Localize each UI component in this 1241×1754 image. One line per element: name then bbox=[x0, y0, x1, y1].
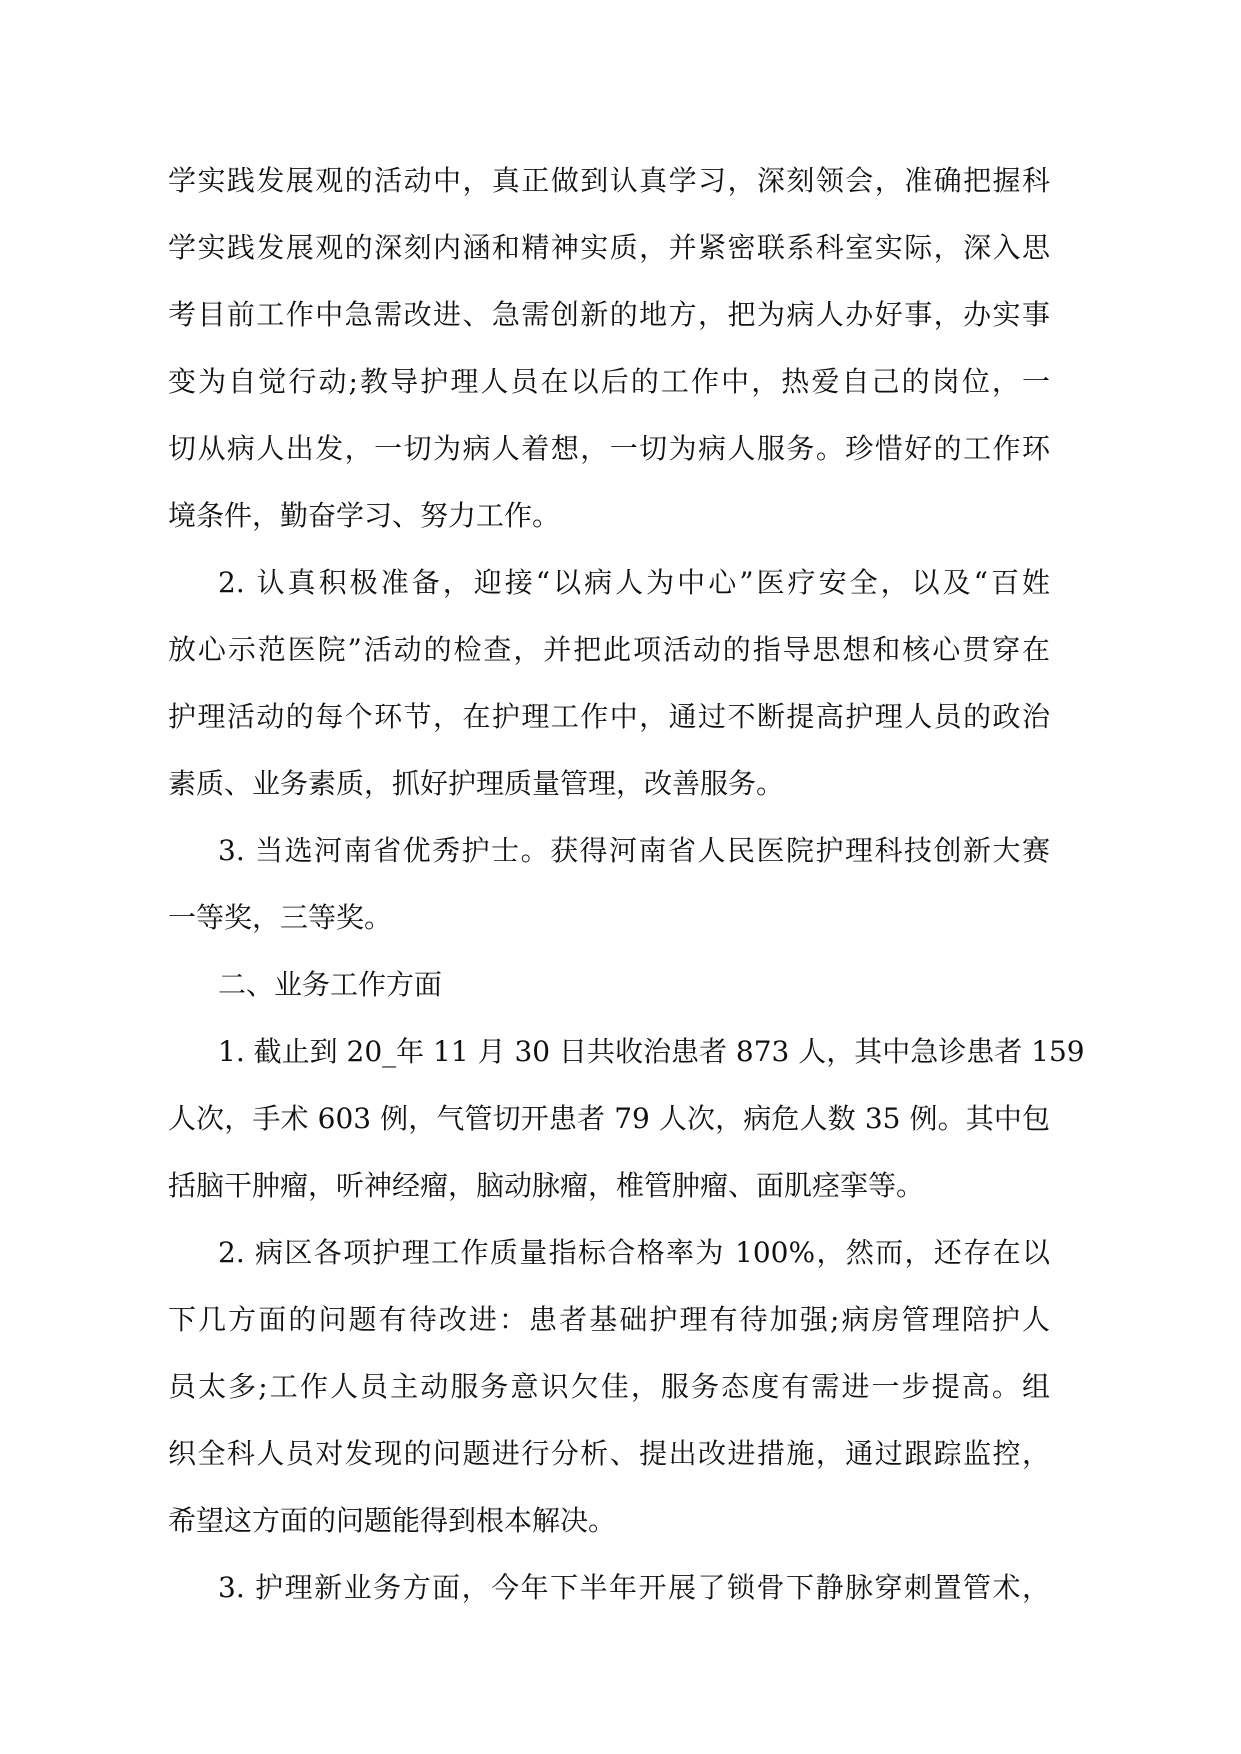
paragraph bbox=[168, 147, 1050, 549]
paragraph-line: 2. 病区各项护理工作质量指标合格率为 100%，然而，还存在以 bbox=[218, 1236, 1050, 1269]
paragraph-line: 变为自觉行动;教导护理人员在以后的工作中，热爱自己的岗位，一 bbox=[168, 365, 1050, 398]
document-body bbox=[168, 147, 1085, 1621]
paragraph-line: 括脑干肿瘤，听神经瘤，脑动脉瘤，椎管肿瘤、面肌痉挛等。 bbox=[168, 1169, 925, 1202]
paragraph-line: 切从病人出发，一切为病人着想，一切为病人服务。珍惜好的工作环 bbox=[168, 432, 1050, 465]
paragraph-line: 3. 护理新业务方面，今年下半年开展了锁骨下静脉穿刺置管术， bbox=[218, 1571, 1050, 1604]
paragraph-line: 下几方面的问题有待改进：患者基础护理有待加强;病房管理陪护人 bbox=[168, 1303, 1050, 1336]
section-heading bbox=[168, 951, 1050, 1018]
paragraph-line: 学实践发展观的深刻内涵和精神实质，并紧密联系科室实际，深入思 bbox=[168, 231, 1050, 264]
paragraph-line: 境条件，勤奋学习、努力工作。 bbox=[168, 499, 561, 532]
paragraph-line: 织全科人员对发现的问题进行分析、提出改进措施，通过跟踪监控， bbox=[168, 1437, 1050, 1470]
paragraph-line: 考目前工作中急需改进、急需创新的地方，把为病人办好事，办实事 bbox=[168, 298, 1050, 331]
section-heading-text: 二、业务工作方面 bbox=[218, 968, 443, 1001]
paragraph-line: 一等奖，三等奖。 bbox=[168, 901, 393, 934]
paragraph-line: 1. 截止到 20_年 11 月 30 日共收治患者 873 人，其中急诊患者 159 bbox=[218, 1035, 1085, 1068]
paragraph-line: 放心示范医院”活动的检查，并把此项活动的指导思想和核心贯穿在 bbox=[168, 633, 1050, 666]
paragraph-line: 人次，手术 603 例，气管切开患者 79 人次，病危人数 35 例。其中包 bbox=[168, 1102, 1050, 1135]
paragraph-line: 学实践发展观的活动中，真正做到认真学习，深刻领会，准确把握科 bbox=[168, 164, 1050, 197]
paragraph-line: 素质、业务素质，抓好护理质量管理，改善服务。 bbox=[168, 767, 785, 800]
paragraph bbox=[168, 549, 1050, 817]
paragraph-line: 3. 当选河南省优秀护士。获得河南省人民医院护理科技创新大赛 bbox=[218, 834, 1050, 867]
paragraph bbox=[168, 1219, 1050, 1554]
paragraph bbox=[168, 1018, 1085, 1219]
paragraph-line: 员太多;工作人员主动服务意识欠佳，服务态度有需进一步提高。组 bbox=[168, 1370, 1050, 1403]
paragraph-line: 护理活动的每个环节，在护理工作中，通过不断提高护理人员的政治 bbox=[168, 700, 1050, 733]
paragraph bbox=[168, 1554, 1050, 1621]
paragraph bbox=[168, 817, 1050, 951]
paragraph-line: 希望这方面的问题能得到根本解决。 bbox=[168, 1504, 617, 1537]
paragraph-line: 2. 认真积极准备，迎接“以病人为中心”医疗安全，以及“百姓 bbox=[218, 566, 1050, 599]
